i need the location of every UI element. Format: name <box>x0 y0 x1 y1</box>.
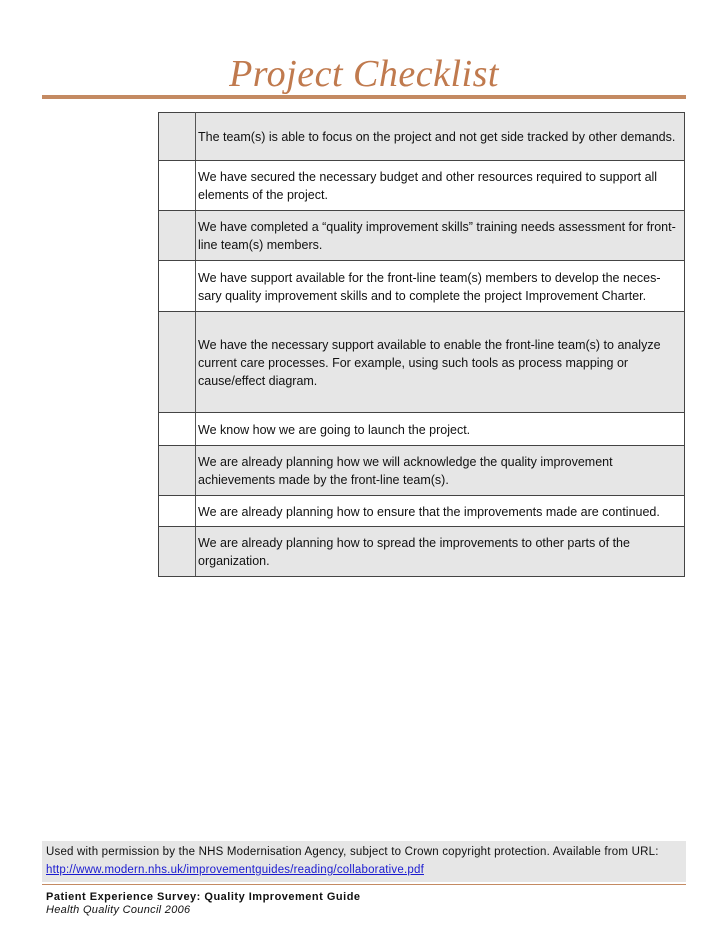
checklist-item: The team(s) is able to focus on the project and not get side tracked by other demands. <box>196 113 685 161</box>
checklist-row <box>159 211 685 261</box>
checklist-table <box>158 112 685 577</box>
checklist-item: We are already planning how we will acknowledge the quality improvement achievements made by the front-line team(s). <box>196 446 685 496</box>
page-title: Project Checklist <box>229 53 499 95</box>
checklist-row <box>159 113 685 161</box>
checklist-row <box>159 446 685 496</box>
checklist-row <box>159 496 685 527</box>
checklist-item: We have the necessary support available to enable the front-line team(s) to analyze current care processes. For example, using such tools as process mapping or cause/effect diagram. <box>196 312 685 413</box>
checklist-row <box>159 413 685 446</box>
checklist-item: We know how we are going to launch the project. <box>196 413 685 446</box>
checkbox-cell[interactable] <box>159 261 196 312</box>
checkbox-cell[interactable] <box>159 446 196 496</box>
footer-doc-subtitle: Health Quality Council 2006 <box>46 904 191 916</box>
permission-text: Used with permission by the NHS Modernisation Agency, subject to Crown copyright protection. Available from URL: <box>46 846 659 858</box>
checklist-row <box>159 527 685 577</box>
checkbox-cell[interactable] <box>159 211 196 261</box>
checklist-item: We are already planning how to spread the improvements to other parts of the organization. <box>196 527 685 577</box>
checkbox-cell[interactable] <box>159 161 196 211</box>
footer-divider <box>42 884 686 885</box>
checklist-row <box>159 161 685 211</box>
checklist-row <box>159 312 685 413</box>
checklist-item: We have secured the necessary budget and other resources required to support all elements of the project. <box>196 161 685 211</box>
checklist-item: We have support available for the front-line team(s) members to develop the neces-sary quality improvement skills and to complete the project Improvement Charter. <box>196 261 685 312</box>
source-link[interactable]: http://www.modern.nhs.uk/improvementguides/reading/collaborative.pdf <box>46 864 424 876</box>
checklist-item: We are already planning how to ensure that the improvements made are continued. <box>196 496 685 527</box>
checkbox-cell[interactable] <box>159 527 196 577</box>
checkbox-cell[interactable] <box>159 413 196 446</box>
checkbox-cell[interactable] <box>159 113 196 161</box>
permission-note <box>42 841 686 882</box>
checklist-item: We have completed a “quality improvement skills” training needs assessment for front-line team(s) members. <box>196 211 685 261</box>
checkbox-cell[interactable] <box>159 312 196 413</box>
footer-doc-title: Patient Experience Survey: Quality Improvement Guide <box>46 891 361 903</box>
title-divider <box>42 95 686 99</box>
checkbox-cell[interactable] <box>159 496 196 527</box>
checklist-row <box>159 261 685 312</box>
